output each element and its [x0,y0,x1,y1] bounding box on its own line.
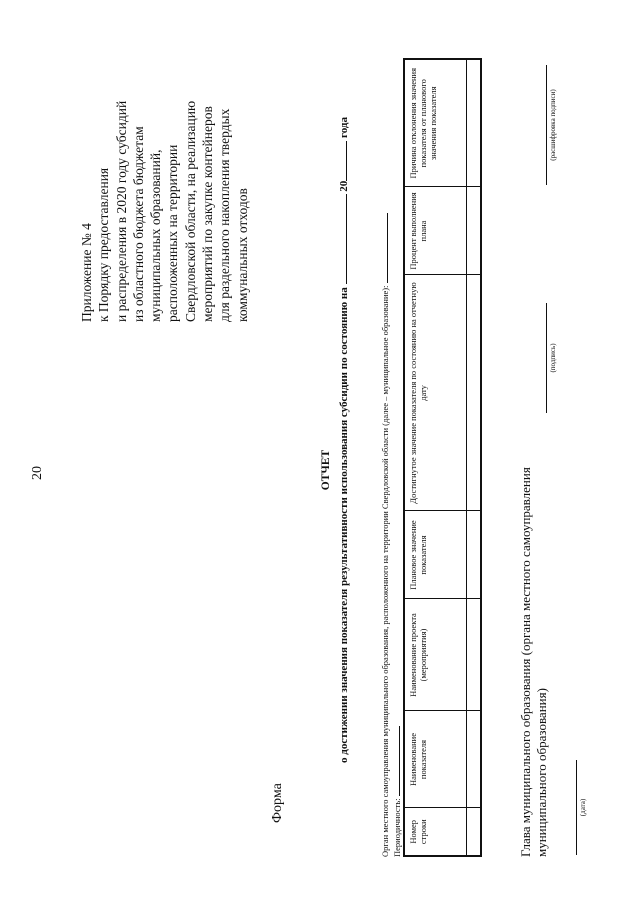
appendix-line: и распределения в 2020 году субсидий [113,100,129,322]
column-header-project: Наименование проекта (мероприятия) [404,599,467,711]
table-cell [467,59,482,187]
report-subtitle [337,15,350,865]
table-cell [467,599,482,711]
column-header-row-number: Номер строки [404,808,467,856]
appendix-heading [78,22,251,322]
table-row [467,59,482,856]
signature-caption: (подпись) [549,343,557,373]
report-subtitle-prefix: о достижении значения показателя результативности использования субсидии по состоянию на [338,287,350,763]
appendix-line: Приложение № 4 [79,223,94,322]
signatory-title: Глава муниципального образования (органа местного самоуправления муниципального образования) [518,467,549,857]
appendix-line: для раздельного накопления твердых [217,108,233,322]
appendix-line: Свердловской области, на реализацию [182,100,198,322]
signature-line [546,303,547,413]
column-header-deviation-reason: Причина отклонения значения показателя от планового значения показателя [404,59,467,187]
decryption-caption: (расшифровка подписи) [549,89,557,161]
appendix-line: мероприятий по закупке контейнеров [200,106,216,322]
periodicity-line [390,726,402,857]
page-number: 20 [30,466,45,480]
column-header-plan-percent: Процент выполнения плана [404,187,467,275]
report-table [403,58,482,857]
column-header-planned-value: Плановое значение показателя [404,511,467,599]
date-line [576,760,577,855]
column-header-achieved-value: Достигнутое значение показателя по состоянию на отчетную дату [404,275,467,511]
decryption-line [546,65,547,185]
appendix-line: из областного бюджета бюджетам [130,126,146,322]
column-header-indicator: Наименование показателя [404,711,467,808]
organization-line [378,7,390,857]
organization-label: Орган местного самоуправления муниципального образования, расположенного на территории Свердловской области (далее – муниципальное образование): [380,285,390,857]
table-cell [467,808,482,856]
report-subtitle-year: 20 [338,180,350,192]
table-header-row [404,59,467,856]
report-subtitle-suffix: года [338,117,350,138]
table-cell [467,187,482,275]
appendix-line: расположенных на территории [165,144,181,322]
periodicity-label: Периодичность: [392,798,402,857]
date-caption: (дата) [579,798,587,817]
date-blank [337,194,347,284]
table-cell [467,275,482,511]
periodicity-blank [390,726,400,796]
table-cell [467,511,482,599]
appendix-line: муниципальных образований, [148,149,164,322]
report-title: ОТЧЕТ [320,449,332,491]
form-label: Форма [270,783,285,823]
appendix-line: к Порядку предоставления [96,167,112,322]
organization-blank [378,213,388,283]
year-blank [337,141,347,181]
appendix-line: коммунальных отходов [234,188,250,322]
table-cell [467,711,482,808]
